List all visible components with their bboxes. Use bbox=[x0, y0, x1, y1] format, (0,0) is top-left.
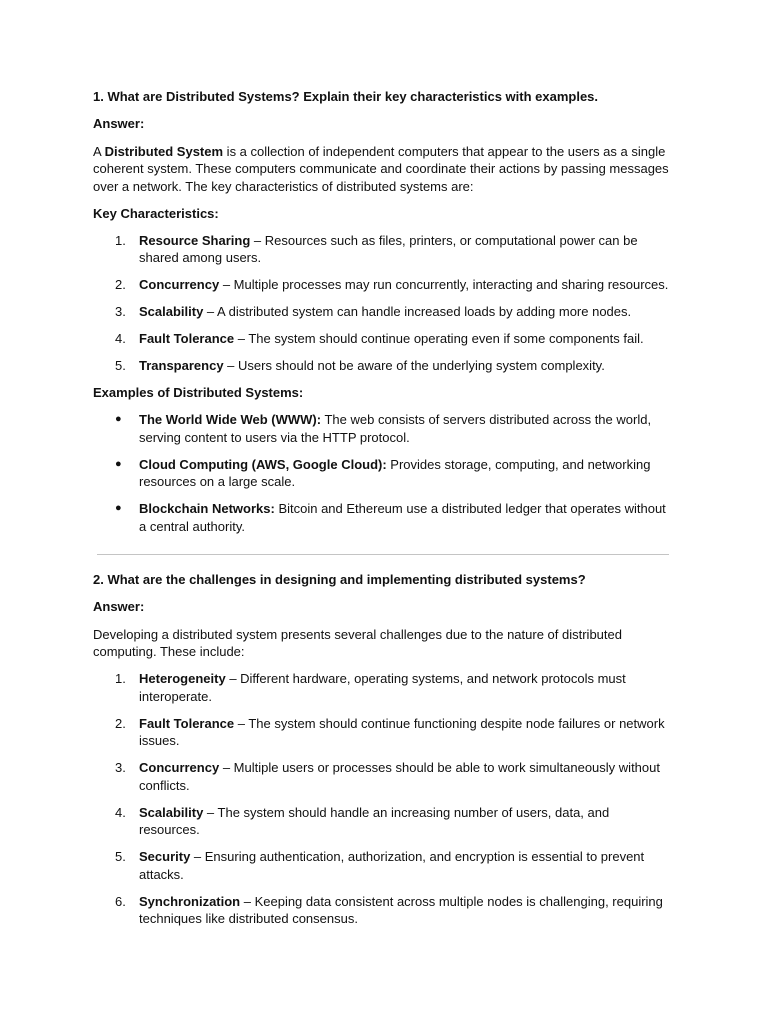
list-item bbox=[93, 715, 673, 750]
question-2-heading: 2. What are the challenges in designing and implementing distributed systems? bbox=[93, 572, 586, 587]
item-text: – The system should handle an increasing number of users, data, and resources. bbox=[139, 804, 610, 837]
list-item bbox=[93, 276, 673, 294]
list-number: 4. bbox=[115, 804, 126, 820]
item-term: Security bbox=[139, 849, 191, 864]
item-text: – Resources such as files, printers, or computational power can be shared among users. bbox=[139, 232, 638, 265]
list-item bbox=[93, 232, 673, 267]
definition-prefix: A bbox=[93, 143, 105, 159]
list-item bbox=[93, 500, 673, 535]
bullet-icon: ● bbox=[115, 457, 122, 470]
list-item bbox=[93, 804, 673, 839]
item-text: – Keeping data consistent across multiple nodes is challenging, requiring techniques like distributed consensus. bbox=[139, 893, 663, 926]
item-text: – Multiple processes may run concurrently, interacting and sharing resources. bbox=[219, 277, 669, 292]
item-term: Transparency bbox=[139, 358, 224, 373]
item-text: – Different hardware, operating systems, and network protocols must interoperate. bbox=[139, 671, 626, 704]
item-term: Blockchain Networks: bbox=[139, 501, 275, 516]
bullet-icon: ● bbox=[115, 413, 122, 425]
list-number: 2. bbox=[115, 715, 126, 731]
list-item bbox=[93, 848, 673, 883]
key-characteristics-heading: Key Characteristics: bbox=[93, 205, 219, 221]
list-item bbox=[93, 330, 673, 348]
item-text: – Multiple users or processes should be able to work simultaneously without conflicts. bbox=[139, 760, 660, 793]
list-number: 3. bbox=[115, 304, 126, 319]
item-text: The web consists of servers distributed across the world, serving content to users via the HTTP protocol. bbox=[139, 412, 652, 445]
item-text: – The system should continue functioning despite node failures or network issues. bbox=[139, 715, 665, 748]
examples-list bbox=[93, 411, 673, 535]
item-text: – The system should continue operating even if some components fail. bbox=[234, 331, 644, 346]
document-content bbox=[93, 88, 673, 928]
challenges-intro: Developing a distributed system presents several challenges due to the nature of distributed computing. These include: bbox=[93, 626, 622, 659]
definition-text: is a collection of independent computers that appear to the users as a single coherent system. These computers communicate and coordinate their actions by passing messages over a network. The key characteristics of distributed systems are: bbox=[93, 143, 669, 194]
item-text: – A distributed system can handle increased loads by adding more nodes. bbox=[203, 304, 632, 319]
item-text: – Ensuring authentication, authorization, and encryption is essential to prevent attacks. bbox=[139, 849, 645, 882]
item-term: Fault Tolerance bbox=[139, 715, 235, 731]
definition-term: Distributed System bbox=[104, 143, 224, 159]
list-number: 3. bbox=[115, 760, 126, 775]
item-term: Concurrency bbox=[139, 277, 220, 292]
list-number: 5. bbox=[115, 358, 126, 373]
list-number: 4. bbox=[115, 331, 126, 346]
list-number: 1. bbox=[115, 232, 126, 248]
item-term: Cloud Computing (AWS, Google Cloud): bbox=[139, 456, 387, 472]
examples-heading: Examples of Distributed Systems: bbox=[93, 385, 304, 400]
list-item bbox=[93, 303, 673, 321]
item-term: The World Wide Web (WWW): bbox=[139, 412, 322, 427]
distributed-system-definition bbox=[93, 143, 673, 196]
item-term: Concurrency bbox=[139, 760, 220, 775]
answer-2-label: Answer: bbox=[93, 599, 145, 614]
item-text: Provides storage, computing, and networking resources on a large scale. bbox=[139, 456, 651, 489]
item-text: – Users should not be aware of the underlying system complexity. bbox=[223, 358, 605, 373]
list-number: 5. bbox=[115, 849, 126, 864]
item-term: Synchronization bbox=[139, 893, 241, 909]
item-term: Resource Sharing bbox=[139, 232, 251, 248]
list-item bbox=[93, 893, 673, 928]
list-number: 1. bbox=[115, 671, 126, 686]
list-item bbox=[93, 759, 673, 794]
item-text: Bitcoin and Ethereum use a distributed ledger that operates without a central authority. bbox=[139, 501, 666, 534]
item-term: Fault Tolerance bbox=[139, 331, 235, 346]
challenges-list bbox=[93, 670, 673, 928]
list-number: 6. bbox=[115, 893, 126, 909]
list-item bbox=[93, 670, 673, 705]
list-item bbox=[93, 411, 673, 446]
characteristics-list bbox=[93, 232, 673, 375]
list-item bbox=[93, 456, 673, 491]
list-item bbox=[93, 357, 673, 375]
section-divider bbox=[97, 554, 669, 555]
question-1-heading: 1. What are Distributed Systems? Explain their key characteristics with examples. bbox=[93, 89, 599, 104]
item-term: Scalability bbox=[139, 804, 204, 820]
item-term: Scalability bbox=[139, 304, 204, 319]
item-term: Heterogeneity bbox=[139, 671, 226, 686]
bullet-icon: ● bbox=[115, 502, 122, 514]
list-number: 2. bbox=[115, 277, 126, 292]
answer-1-label: Answer: bbox=[93, 116, 145, 131]
